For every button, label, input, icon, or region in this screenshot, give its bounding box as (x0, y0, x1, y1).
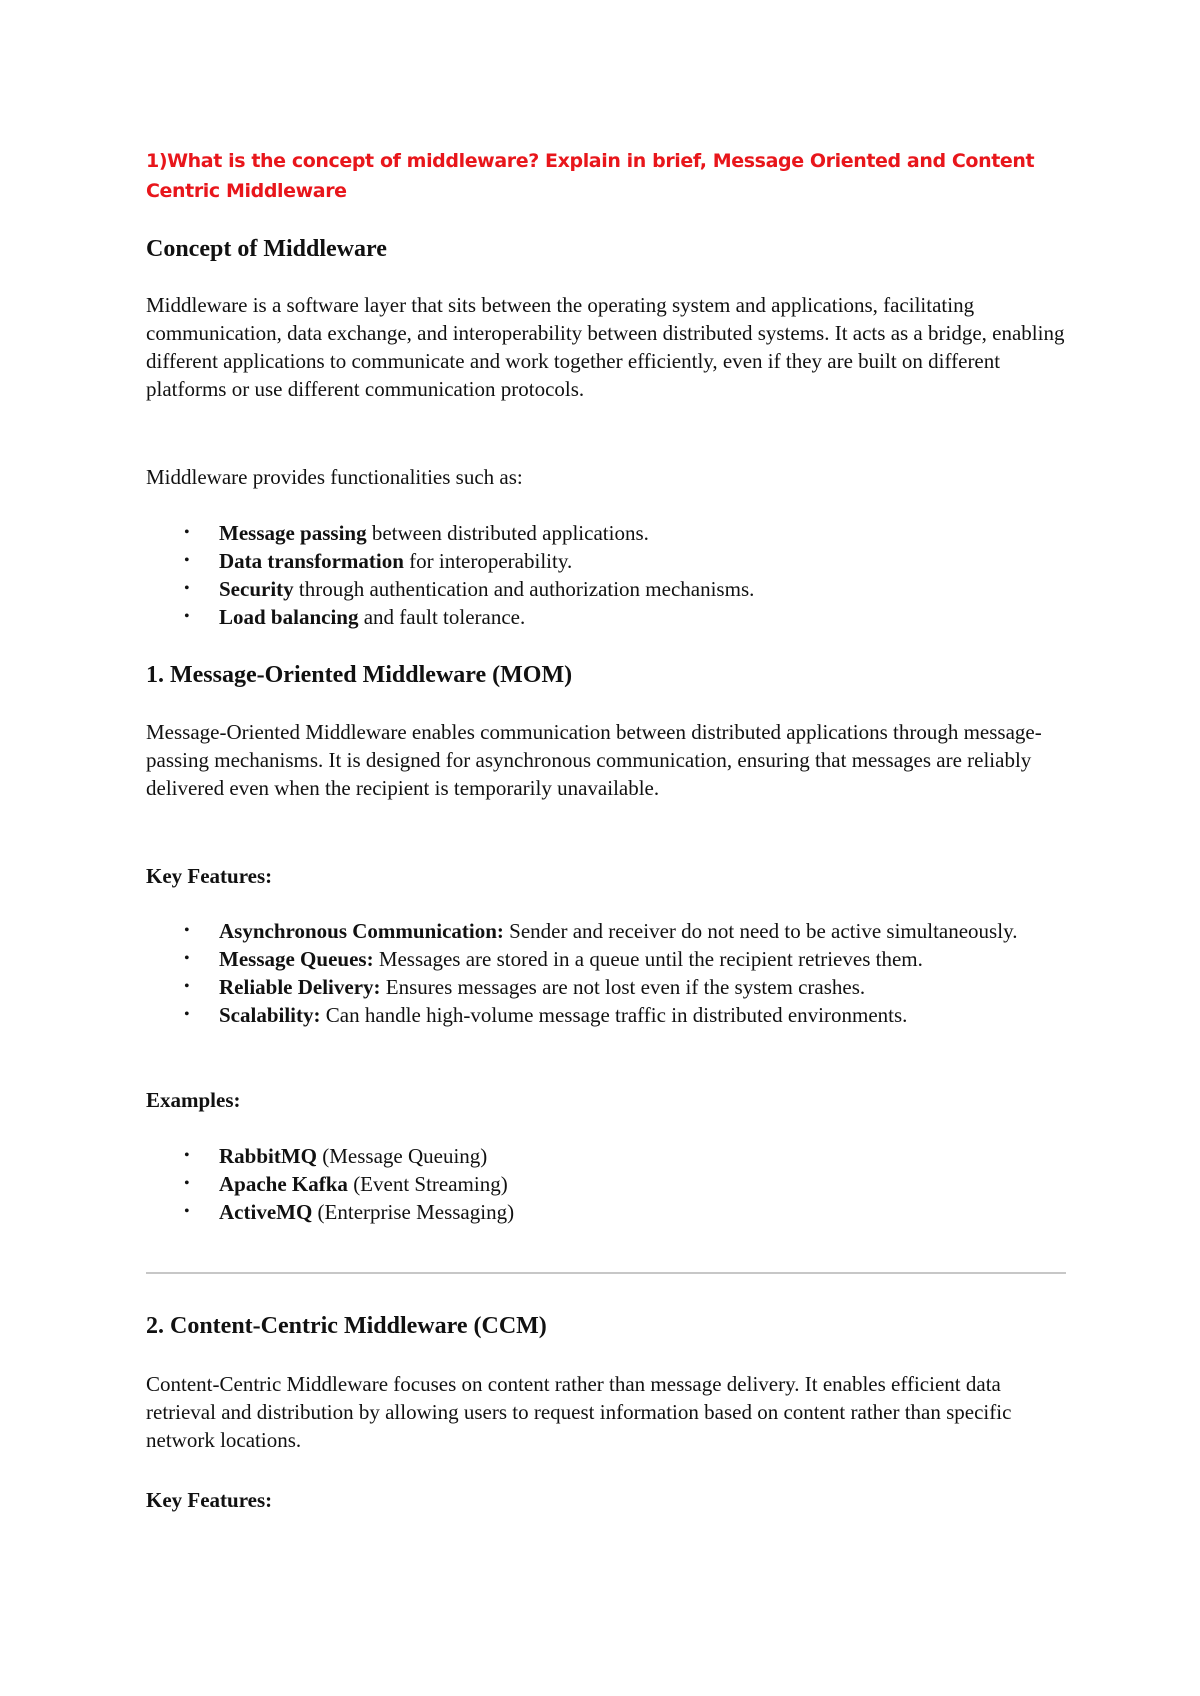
bullet-icon: • (184, 524, 190, 541)
item-text: for interoperability. (403, 549, 573, 573)
concept-list (146, 519, 754, 631)
item-text: Sender and receiver do not need to be active simultaneously. (503, 919, 1018, 943)
bullet-icon: • (184, 1147, 190, 1164)
mom-examples-label: Examples: (146, 1088, 241, 1112)
list-item (146, 945, 1066, 973)
list-item (146, 973, 1066, 1001)
bullet-icon: • (184, 950, 190, 967)
concept-paragraph: Middleware is a software layer that sits between the operating system and applications, facilitating communication, data exchange, and interoperability between distributed systems. It acts as a bridge, enabling different applications to communicate and work together efficiently, even if they are built on different platforms or use different communication protocols. (146, 293, 1065, 401)
list-item (146, 1170, 514, 1198)
list-item (146, 1198, 514, 1226)
item-term: Scalability: (219, 1003, 321, 1027)
item-text: (Enterprise Messaging) (312, 1200, 515, 1224)
ccm-paragraph: Content-Centric Middleware focuses on content rather than message delivery. It enables efficient data retrieval and distribution by allowing users to request information based on content rather than specific network locations. (146, 1372, 1012, 1452)
item-text: Messages are stored in a queue until the recipient retrieves them. (373, 947, 923, 971)
bullet-icon: • (184, 922, 190, 939)
item-term: Message Queues: (219, 947, 374, 971)
bullet-icon: • (184, 978, 190, 995)
list-item (146, 603, 754, 631)
ccm-heading: 2. Content-Centric Middleware (CCM) (146, 1313, 547, 1339)
bullet-icon: • (184, 608, 190, 625)
mom-paragraph: Message-Oriented Middleware enables communication between distributed applications through message-passing mechanisms. It is designed for asynchronous communication, ensuring that messages are reliably delivered even when the recipient is temporarily unavailable. (146, 720, 1042, 800)
section-divider (146, 1272, 1066, 1274)
concept-intro: Middleware provides functionalities such as: (146, 465, 523, 489)
item-term: Data transformation (219, 549, 404, 573)
bullet-icon: • (184, 1006, 190, 1023)
item-term: RabbitMQ (219, 1144, 318, 1168)
item-text: and fault tolerance. (358, 605, 526, 629)
bullet-icon: • (184, 552, 190, 569)
list-item (146, 1001, 1066, 1029)
item-term: Load balancing (219, 605, 359, 629)
list-item (146, 547, 754, 575)
mom-features-list (146, 917, 1066, 1029)
item-text: (Event Streaming) (347, 1172, 508, 1196)
item-text: between distributed applications. (366, 521, 649, 545)
list-item (146, 575, 754, 603)
question-title: 1)What is the concept of middleware? Explain in brief, Message Oriented and Content Centric Middleware (146, 150, 1035, 202)
mom-features-label: Key Features: (146, 864, 273, 888)
ccm-features-label: Key Features: (146, 1488, 273, 1512)
bullet-icon: • (184, 1203, 190, 1220)
item-term: Security (219, 577, 294, 601)
item-term: Apache Kafka (219, 1172, 348, 1196)
list-item (146, 917, 1019, 945)
item-text: (Message Queuing) (317, 1144, 488, 1168)
item-term: Asynchronous Communication: (219, 919, 504, 943)
list-item (146, 1142, 514, 1170)
bullet-icon: • (184, 1175, 190, 1192)
item-term: Reliable Delivery: (219, 975, 381, 999)
mom-heading: 1. Message-Oriented Middleware (MOM) (146, 662, 573, 688)
bullet-icon: • (184, 580, 190, 597)
item-term: Message passing (219, 521, 367, 545)
list-item (146, 519, 754, 547)
item-text: Can handle high-volume message traffic in distributed environments. (320, 1003, 908, 1027)
item-term: ActiveMQ (219, 1200, 313, 1224)
concept-heading: Concept of Middleware (146, 236, 387, 262)
item-text: Ensures messages are not lost even if the system crashes. (380, 975, 866, 999)
item-text: through authentication and authorization mechanisms. (293, 577, 755, 601)
mom-examples-list (146, 1142, 514, 1226)
